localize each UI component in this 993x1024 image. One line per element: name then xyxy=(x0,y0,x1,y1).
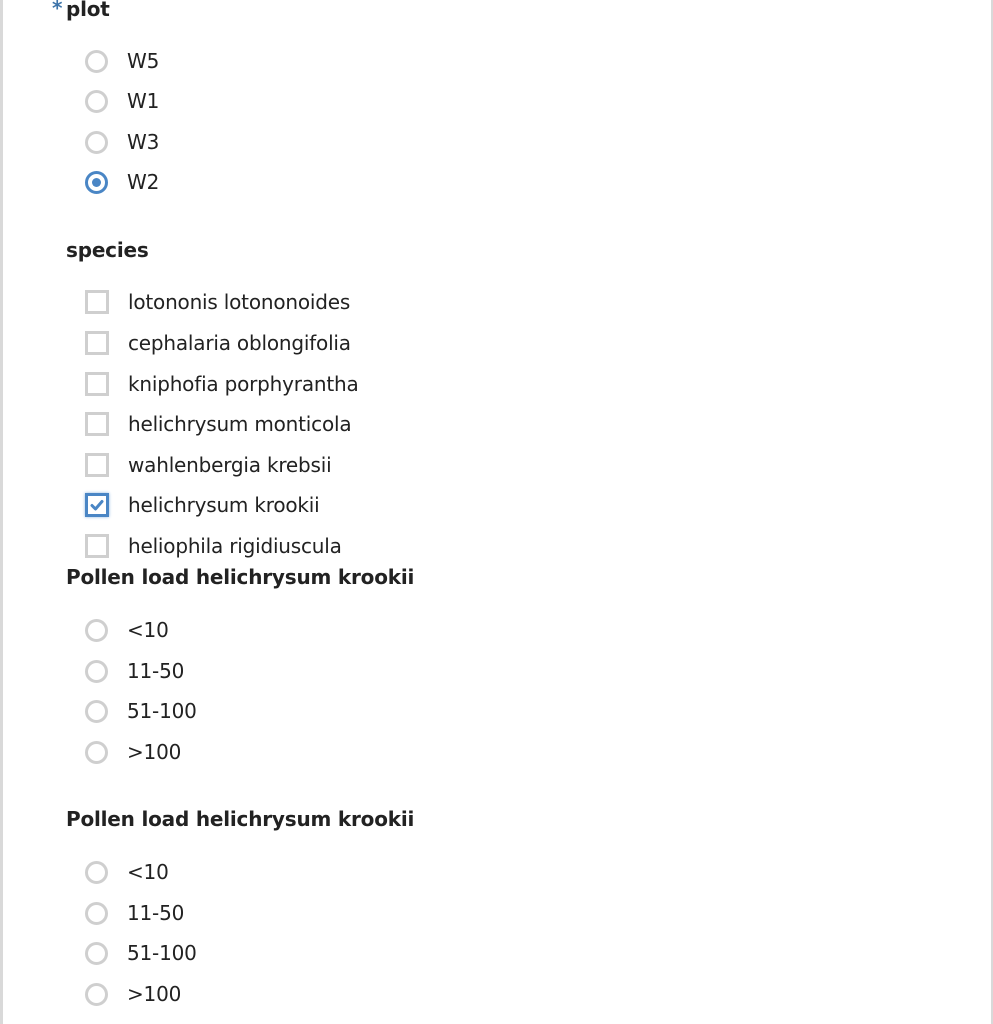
plot-option-w2[interactable] xyxy=(85,166,159,198)
species-question-label: species xyxy=(66,238,149,262)
option-label: helichrysum krookii xyxy=(128,493,320,517)
checkbox-unchecked-icon[interactable] xyxy=(85,290,109,314)
option-label: 11-50 xyxy=(127,659,185,683)
option-label: >100 xyxy=(127,740,182,764)
plot-option-w1[interactable] xyxy=(85,85,159,117)
option-label: 51-100 xyxy=(127,699,197,723)
radio-unchecked-icon[interactable] xyxy=(85,90,108,113)
option-label: kniphofia porphyrantha xyxy=(128,372,359,396)
radio-unchecked-icon[interactable] xyxy=(85,861,108,884)
checkbox-unchecked-icon[interactable] xyxy=(85,372,109,396)
option-label: >100 xyxy=(127,982,182,1006)
option-label: wahlenbergia krebsii xyxy=(128,453,332,477)
option-label: 51-100 xyxy=(127,941,197,965)
radio-unchecked-icon[interactable] xyxy=(85,983,108,1006)
pollen-load-1-option-11-50[interactable] xyxy=(85,655,184,687)
checkmark-icon xyxy=(89,497,105,513)
radio-unchecked-icon[interactable] xyxy=(85,131,108,154)
option-label: <10 xyxy=(127,860,169,884)
radio-unchecked-icon[interactable] xyxy=(85,902,108,925)
pollen-load-1-option-lt10[interactable] xyxy=(85,614,169,646)
option-label: 11-50 xyxy=(127,901,185,925)
species-option[interactable] xyxy=(85,286,350,318)
option-label: W5 xyxy=(127,49,160,73)
species-option[interactable] xyxy=(85,530,342,562)
required-marker: * xyxy=(52,0,63,20)
checkbox-checked-icon[interactable] xyxy=(85,493,109,517)
option-label: W2 xyxy=(127,170,160,194)
species-option-selected[interactable] xyxy=(85,489,320,521)
option-label: lotononis lotononoides xyxy=(128,290,351,314)
pollen-load-2-option-11-50[interactable] xyxy=(85,897,184,929)
species-option[interactable] xyxy=(85,449,331,481)
option-label: W3 xyxy=(127,130,160,154)
species-option[interactable] xyxy=(85,408,351,440)
plot-question-label xyxy=(52,0,110,21)
radio-checked-icon[interactable] xyxy=(85,171,108,194)
pollen-load-1-option-gt100[interactable] xyxy=(85,736,181,768)
radio-unchecked-icon[interactable] xyxy=(85,50,108,73)
radio-unchecked-icon[interactable] xyxy=(85,619,108,642)
plot-option-w5[interactable] xyxy=(85,45,159,77)
checkbox-unchecked-icon[interactable] xyxy=(85,453,109,477)
pollen-load-1-option-51-100[interactable] xyxy=(85,695,197,727)
option-label: <10 xyxy=(127,618,169,642)
option-label: heliophila rigidiuscula xyxy=(128,534,342,558)
pollen-load-2-option-51-100[interactable] xyxy=(85,937,197,969)
option-label: helichrysum monticola xyxy=(128,412,352,436)
radio-unchecked-icon[interactable] xyxy=(85,660,108,683)
pollen-load-2-option-lt10[interactable] xyxy=(85,856,169,888)
pollen-load-1-question-label: Pollen load helichrysum krookii xyxy=(66,565,415,589)
option-label: W1 xyxy=(127,89,160,113)
checkbox-unchecked-icon[interactable] xyxy=(85,331,109,355)
checkbox-unchecked-icon[interactable] xyxy=(85,412,109,436)
radio-unchecked-icon[interactable] xyxy=(85,741,108,764)
pollen-load-2-question-label: Pollen load helichrysum krookii xyxy=(66,807,415,831)
radio-unchecked-icon[interactable] xyxy=(85,942,108,965)
pollen-load-2-option-gt100[interactable] xyxy=(85,978,181,1010)
species-scroll-list[interactable] xyxy=(0,284,700,558)
species-option[interactable] xyxy=(85,368,359,400)
option-label: cephalaria oblongifolia xyxy=(128,331,351,355)
plot-label-text: plot xyxy=(66,0,110,21)
checkbox-unchecked-icon[interactable] xyxy=(85,534,109,558)
plot-option-w3[interactable] xyxy=(85,126,159,158)
radio-unchecked-icon[interactable] xyxy=(85,700,108,723)
species-option[interactable] xyxy=(85,327,351,359)
